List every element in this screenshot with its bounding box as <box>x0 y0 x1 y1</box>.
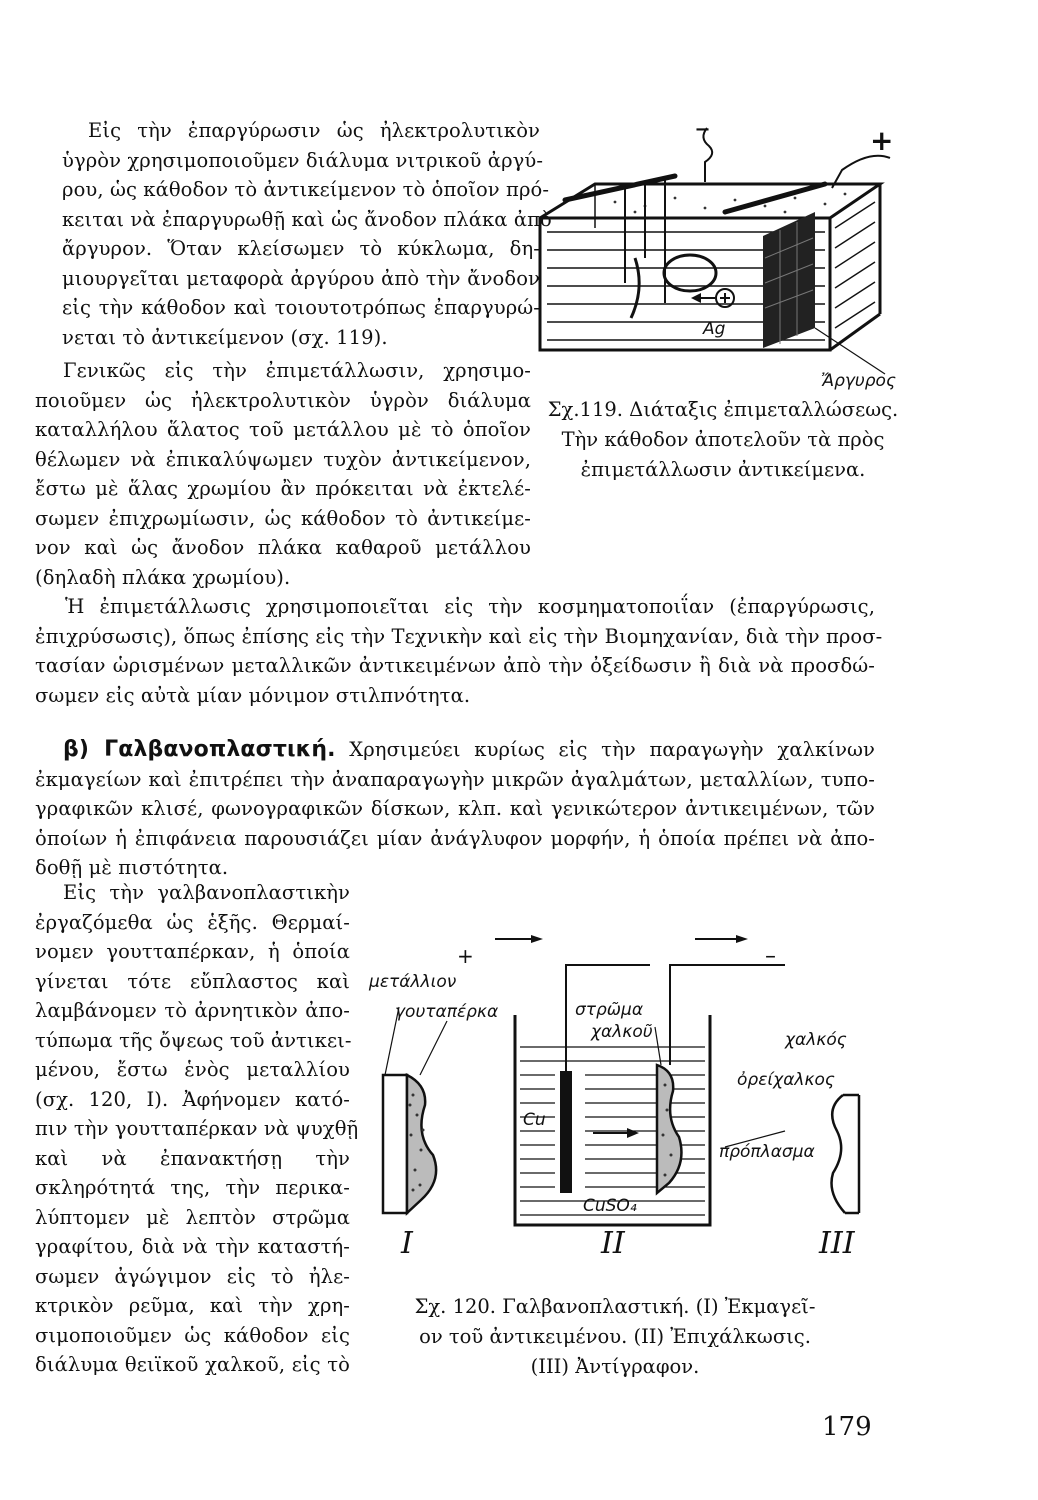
text-line: (σχ. 120, Ι). Ἀφήνομεν κατό- <box>35 1087 350 1111</box>
text-line: μένου, ἔστω ἑνὸς μεταλλίου <box>35 1058 350 1081</box>
figure-119-diagram <box>525 111 905 391</box>
text-line: λύπτομεν μὲ λεπτὸν στρῶμα <box>35 1205 350 1229</box>
text-line: σκληρότητά της, τὴν περικα- <box>35 1176 350 1199</box>
fig119-argyros-label: Ἄργυρος <box>821 371 896 391</box>
figure-119-caption <box>538 395 908 485</box>
caption-line: ον τοῦ ἀντικειμένου. (ΙΙ) Ἐπιχάλκωσις. <box>419 1325 811 1348</box>
text-line: σωμεν ἀγώγιμον εἰς τὸ ἠλε- <box>35 1264 350 1288</box>
text-line: γίνεται τότε εὔπλαστος καὶ <box>35 969 350 993</box>
text-line: μιουργεῖται μεταφορὰ ἀργύρου ἀπὸ τὴν ἄνοδον <box>62 266 540 290</box>
text-line <box>35 735 875 765</box>
figure-120-caption <box>375 1292 855 1382</box>
text-line: Εἰς τὴν γαλβανοπλαστικὴν <box>63 881 350 904</box>
fig120-gouttaperka-label: γουταπέρκα <box>395 1002 499 1022</box>
section-electroforming <box>35 735 875 883</box>
fig120-xalkou-label: χαλκοῦ <box>591 1022 653 1042</box>
text-line: διάλυμα θειϊκοῦ χαλκοῦ, εἰς τὸ <box>35 1353 350 1376</box>
text-line: ἐργαζόμεθα ὡς ἑξῆς. Θερμαί- <box>35 910 350 934</box>
paragraph-procedure <box>35 878 359 1380</box>
text-line: εἰς τὴν κάθοδον καὶ τοιουτοτρόπως ἐπαργυρώ- <box>62 296 540 319</box>
text-line: τύπωμα τῆς ὄψεως τοῦ ἀντικει- <box>35 1028 352 1052</box>
text-line: κειται νὰ ἐπαργυρωθῇ καὶ ὡς ἄνοδον πλάκα ἀπὸ <box>62 207 552 231</box>
fig120-roman-1: I <box>401 1226 413 1261</box>
paragraph-uses <box>35 592 883 710</box>
fig119-ag-label: Ag <box>703 319 726 339</box>
paragraph-metal-plating <box>35 356 531 592</box>
text-line: δοθῇ μὲ πιστότητα. <box>35 856 229 879</box>
figure-120-diagram <box>365 935 885 1265</box>
fig120-xalkos-label: χαλκός <box>785 1030 847 1050</box>
section-heading: β) Γαλβανοπλαστική. <box>63 737 336 762</box>
text-line: Ἡ ἐπιμετάλλωσις χρησιμοποιεῖται εἰς τὴν κοσμηματοποιΐαν (ἐπαργύρωσις, <box>65 595 875 618</box>
text-line: ρου, ὡς κάθοδον τὸ ἀντικείμενον τὸ ὁποῖον πρό- <box>62 178 550 201</box>
caption-line: Τὴν κάθοδον ἀποτελοῦν τὰ πρὸς <box>561 428 885 451</box>
text-line: τασίαν ὡρισμένων μεταλλικῶν ἀντικειμένων ἀπὸ τὴν ὀξείδωσιν ἢ διὰ νὰ προσδώ- <box>35 654 875 677</box>
text-line: νομεν γουτταπέρκαν, ἡ ὁποία <box>35 940 350 963</box>
caption-line: Σχ. 120. Γαλβανοπλαστική. (Ι) Ἐκμαγεῖ- <box>414 1295 816 1318</box>
fig120-protlasma-label: πρόπλασμα <box>719 1142 815 1162</box>
fig120-roman-2: II <box>601 1226 625 1261</box>
text-line: νεται τὸ ἀντικείμενον (σχ. 119). <box>62 325 388 349</box>
text-line: θέλωμεν νὰ ἐπικαλύψωμεν τυχὸν ἀντικείμενον, <box>35 447 531 471</box>
text-line: ὁποίων ἡ ἐπιφάνεια παρουσιάζει μίαν ἀνάγλυφον μορφήν, ἡ ὁποία πρέπει νὰ ἀπο- <box>35 826 875 850</box>
text-line: γραφικῶν κλισέ, φωνογραφικῶν δίσκων, κλπ. καὶ γενικώτερον ἀντικειμένων, τῶν <box>35 797 875 820</box>
fig120-cu-label: Cu <box>523 1110 546 1130</box>
text-line: (δηλαδὴ πλάκα χρωμίου). <box>35 565 291 589</box>
page-number: 179 <box>822 1412 872 1442</box>
caption-line: (ΙΙΙ) Ἀντίγραφον. <box>530 1355 700 1378</box>
text-line: σωμεν εἰς αὐτὰ μίαν μόνιμον στιλπνότητα. <box>35 683 471 707</box>
text-line: ἐκμαγείων καὶ ἐπιτρέπει τὴν ἀναπαραγωγὴν μικρῶν ἀγαλμάτων, μεταλλίων, τυπο- <box>35 767 875 791</box>
text-line: σιμοποιοῦμεν ὡς κάθοδον εἰς <box>35 1323 350 1347</box>
fig120-plus-label: + <box>457 944 474 968</box>
text-line: πιν τὴν γουτταπέρκαν νὰ ψυχθῇ <box>35 1117 359 1140</box>
fig119-minus-label: – <box>695 111 710 146</box>
text-line: καταλλήλου ἅλατος τοῦ μετάλλου μὲ τὸ ὁποῖον <box>35 418 531 441</box>
paragraph-silver-plating <box>62 116 552 352</box>
text-line: Εἰς τὴν ἐπαργύρωσιν ὡς ἠλεκτρολυτικὸν <box>88 119 540 142</box>
text-line: ὑγρὸν χρησιμοποιοῦμεν διάλυμα νιτρικοῦ ἀργύ- <box>62 148 544 172</box>
fig120-metallion-label: μετάλλιον <box>369 972 457 992</box>
fig120-cuso4-label: CuSO₄ <box>583 1196 637 1216</box>
caption-line: Σχ.119. Διάταξις ἐπιμεταλλώσεως. <box>547 398 899 421</box>
text-line: ἐπιχρύσωσις), ὅπως ἐπίσης εἰς τὴν Τεχνικὴν καὶ εἰς τὴν Βιομηχανίαν, διὰ τὴν προσ- <box>35 624 883 648</box>
text-line: λαμβάνομεν τὸ ἀρνητικὸν ἀπο- <box>35 999 350 1022</box>
text-line: καὶ νὰ ἐπανακτήσῃ τὴν <box>35 1146 350 1170</box>
text-line: κτρικὸν ρεῦμα, καὶ τὴν χρη- <box>35 1294 350 1317</box>
text-line: σωμεν ἐπιχρωμίωσιν, ὡς κάθοδον τὸ ἀντικείμε- <box>35 506 531 530</box>
fig120-oreixalkos-label: ὀρείχαλκος <box>737 1070 835 1090</box>
text-line: ποιοῦμεν ὡς ἠλεκτρολυτικὸν ὑγρὸν διάλυμα <box>35 388 531 412</box>
text-line: ἄργυρον. Ὅταν κλείσωμεν τὸ κύκλωμα, δη- <box>62 237 540 260</box>
text-line: ἔστω μὲ ἅλας χρωμίου ἂν πρόκειται νὰ ἐκτελέ- <box>35 477 531 500</box>
heading-continuation: Χρησιμεύει κυρίως εἰς τὴν παραγωγὴν χαλκίνων <box>349 738 875 761</box>
fig120-minus-label: – <box>765 944 776 969</box>
fig119-plus-label: + <box>870 124 894 157</box>
caption-line: ἐπιμετάλλωσιν ἀντικείμενα. <box>580 458 866 481</box>
text-line: Γενικῶς εἰς τὴν ἐπιμετάλλωσιν, χρησιμο- <box>63 359 531 382</box>
fig120-stroma-label: στρῶμα <box>575 1000 644 1020</box>
text-line: νον καὶ ὡς ἄνοδον πλάκα καθαροῦ μετάλλου <box>35 536 531 559</box>
fig120-roman-3: III <box>819 1226 855 1261</box>
text-line: γραφίτου, διὰ νὰ τὴν καταστή- <box>35 1235 350 1258</box>
